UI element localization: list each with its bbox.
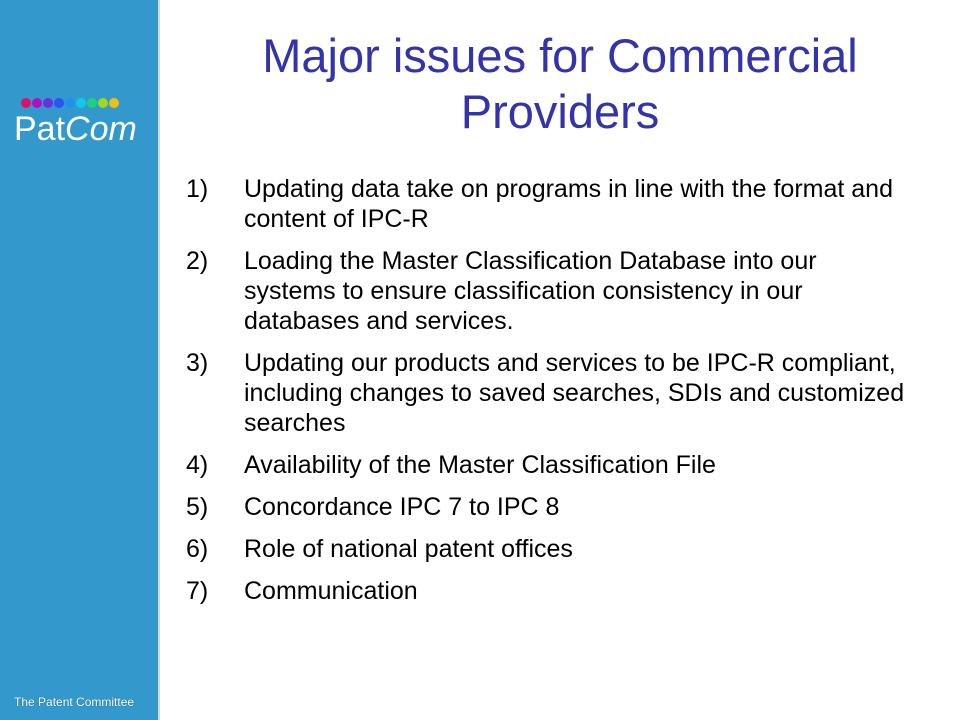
item-number: 7): [186, 577, 209, 605]
list-item: [186, 576, 906, 606]
logo-dots: [21, 98, 119, 108]
item-number: 4): [186, 451, 209, 479]
list-item: [186, 348, 906, 438]
item-text: Role of national patent offices: [244, 535, 573, 563]
logo-dot: [21, 98, 31, 108]
item-number: 5): [186, 493, 209, 521]
list-item: [186, 174, 906, 234]
slide-title: Major issues for Commercial Providers: [262, 29, 858, 138]
logo-dot: [32, 98, 42, 108]
item-number: 6): [186, 535, 209, 563]
item-text: Communication: [244, 577, 418, 605]
logo-part2: Com: [65, 110, 137, 148]
item-text: Concordance IPC 7 to IPC 8: [244, 493, 560, 521]
logo-dot: [87, 98, 97, 108]
footer-organization: The Patent Committee: [14, 695, 135, 709]
item-number: 2): [186, 247, 209, 275]
logo-dot: [54, 98, 64, 108]
logo-part1: Pat: [14, 110, 66, 148]
item-text: Updating data take on programs in line with the format and content of IPC-R: [244, 175, 893, 233]
list-item: [186, 534, 906, 564]
patcom-logo: [14, 110, 137, 149]
logo-dot: [43, 98, 53, 108]
logo-dot: [109, 98, 119, 108]
logo-dot: [98, 98, 108, 108]
item-number: 3): [186, 349, 209, 377]
item-text: Updating our products and services to be IPC-R compliant, including changes to saved searches, SDIs and customized searches: [244, 349, 905, 437]
issues-list: [186, 174, 906, 618]
item-text: Availability of the Master Classification File: [244, 451, 716, 479]
logo-dot: [65, 98, 75, 108]
sidebar: [0, 0, 160, 720]
list-item: [186, 450, 906, 480]
item-text: Loading the Master Classification Database into our systems to ensure classification consistency in our databases and services.: [244, 247, 817, 335]
logo-dot: [76, 98, 86, 108]
list-item: [186, 246, 906, 336]
item-number: 1): [186, 175, 209, 203]
list-item: [186, 492, 906, 522]
